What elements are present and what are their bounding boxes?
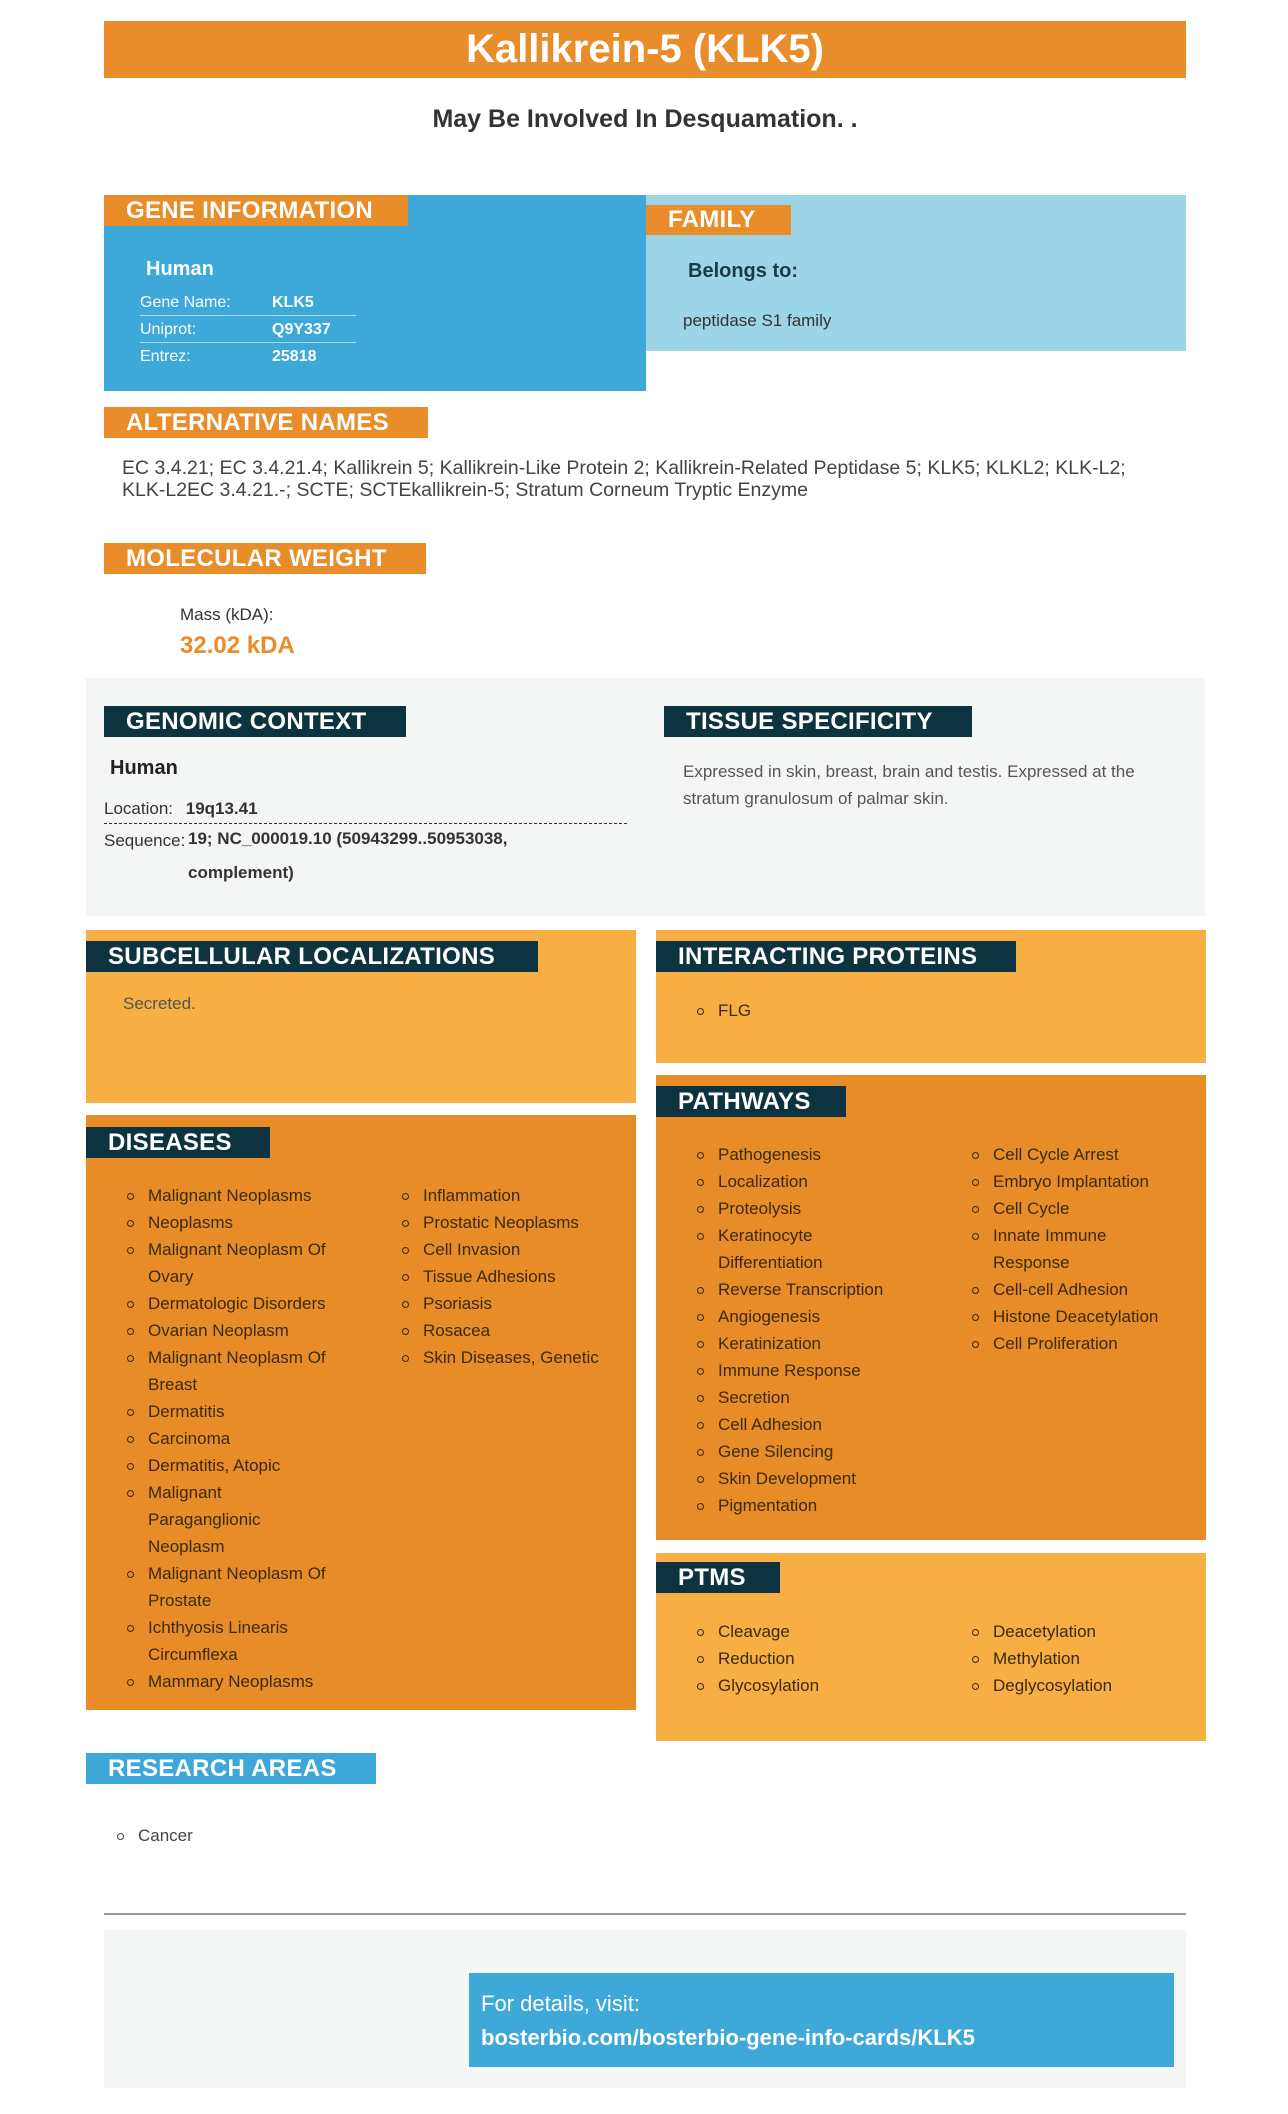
list-item: Carcinoma bbox=[124, 1425, 354, 1452]
list-item: Rosacea bbox=[399, 1317, 629, 1344]
sequence-value: 19; NC_000019.10 (50943299..50953038, complement) bbox=[188, 829, 508, 882]
interacting-proteins-list bbox=[694, 997, 994, 1024]
details-prompt: For details, visit: bbox=[481, 1991, 640, 2016]
page-title: Kallikrein-5 (KLK5) bbox=[104, 21, 1186, 78]
list-item: Cell Adhesion bbox=[694, 1411, 944, 1438]
alternative-names-heading: ALTERNATIVE NAMES bbox=[104, 407, 428, 438]
list-item: Dermatitis bbox=[124, 1398, 354, 1425]
details-link-card[interactable] bbox=[469, 1973, 1174, 2067]
list-item: Pathogenesis bbox=[694, 1141, 944, 1168]
mass-value: 32.02 kDA bbox=[180, 632, 295, 659]
list-item: Psoriasis bbox=[399, 1290, 629, 1317]
interacting-proteins-heading: INTERACTING PROTEINS bbox=[656, 941, 1016, 972]
ptms-heading: PTMS bbox=[656, 1562, 780, 1593]
list-item: Ichthyosis Linearis Circumflexa bbox=[124, 1614, 314, 1668]
location-label: Location: bbox=[104, 799, 173, 818]
list-item: Glycosylation bbox=[694, 1672, 944, 1699]
diseases-list-col1 bbox=[124, 1182, 354, 1695]
mass-label: Mass (kDA): bbox=[180, 605, 274, 624]
gene-name-row bbox=[140, 289, 356, 316]
list-item: Methylation bbox=[969, 1645, 1199, 1672]
list-item: Dermatitis, Atopic bbox=[124, 1452, 354, 1479]
location-value: 19q13.41 bbox=[185, 799, 258, 818]
genomic-location bbox=[104, 793, 627, 824]
gene-information-heading: GENE INFORMATION bbox=[104, 195, 408, 226]
list-item: Malignant Neoplasms bbox=[124, 1182, 354, 1209]
list-item: Deacetylation bbox=[969, 1618, 1199, 1645]
list-item: Angiogenesis bbox=[694, 1303, 944, 1330]
gene-species: Human bbox=[146, 258, 214, 280]
list-item: Cell Cycle bbox=[969, 1195, 1199, 1222]
list-item: Proteolysis bbox=[694, 1195, 944, 1222]
gene-info-table bbox=[140, 289, 356, 370]
sequence-label: Sequence: bbox=[104, 831, 186, 850]
diseases-heading: DISEASES bbox=[86, 1127, 270, 1158]
list-item: Tissue Adhesions bbox=[399, 1263, 629, 1290]
list-item: Embryo Implantation bbox=[969, 1168, 1199, 1195]
list-item: Innate Immune Response bbox=[969, 1222, 1119, 1276]
list-item: Cell Cycle Arrest bbox=[969, 1141, 1199, 1168]
entrez-key: Entrez: bbox=[140, 348, 191, 365]
list-item: Keratinocyte Differentiation bbox=[694, 1222, 864, 1276]
ptms-list-col1 bbox=[694, 1618, 944, 1699]
list-item: Pigmentation bbox=[694, 1492, 944, 1519]
list-item: Prostatic Neoplasms bbox=[399, 1209, 629, 1236]
diseases-list-col2 bbox=[399, 1182, 629, 1371]
molecular-weight-heading: MOLECULAR WEIGHT bbox=[104, 543, 426, 574]
subcellular-heading: SUBCELLULAR LOCALIZATIONS bbox=[86, 941, 538, 972]
list-item: Cleavage bbox=[694, 1618, 944, 1645]
list-item: Secretion bbox=[694, 1384, 944, 1411]
research-areas-list bbox=[114, 1822, 414, 1849]
alternative-names-text: EC 3.4.21; EC 3.4.21.4; Kallikrein 5; Kallikrein-Like Protein 2; Kallikrein-Related Peptidase 5; KLK5; KLKL2; KLK-L2; KLK-L2EC 3.4.21.-; SCTE; SCTEkallikrein-5; Stratum Corneum Tryptic Enzyme bbox=[122, 457, 1126, 501]
uniprot-key: Uniprot: bbox=[140, 321, 197, 338]
family-label: Belongs to: bbox=[688, 260, 798, 282]
tissue-specificity-text: Expressed in skin, breast, brain and testis. Expressed at the stratum granulosum of palmar skin. bbox=[683, 762, 1135, 808]
list-item: Keratinization bbox=[694, 1330, 944, 1357]
gene-name-key: Gene Name: bbox=[140, 294, 231, 311]
genomic-context-heading: GENOMIC CONTEXT bbox=[104, 706, 406, 737]
divider bbox=[104, 1913, 1186, 1915]
details-url[interactable]: bosterbio.com/bosterbio-gene-info-cards/KLK5 bbox=[481, 2025, 975, 2050]
list-item: Reverse Transcription bbox=[694, 1276, 944, 1303]
family-heading: FAMILY bbox=[646, 205, 791, 235]
list-item: Gene Silencing bbox=[694, 1438, 944, 1465]
list-item: Dermatologic Disorders bbox=[124, 1290, 354, 1317]
ptms-list-col2 bbox=[969, 1618, 1199, 1699]
list-item: Skin Development bbox=[694, 1465, 944, 1492]
list-item: FLG bbox=[694, 997, 994, 1024]
entrez-row bbox=[140, 343, 356, 370]
list-item: Malignant Neoplasm Of Prostate bbox=[124, 1560, 354, 1614]
list-item: Histone Deacetylation bbox=[969, 1303, 1199, 1330]
list-item: Cell Invasion bbox=[399, 1236, 629, 1263]
list-item: Cell Proliferation bbox=[969, 1330, 1199, 1357]
list-item: Deglycosylation bbox=[969, 1672, 1199, 1699]
research-areas-heading: RESEARCH AREAS bbox=[86, 1753, 376, 1784]
pathways-list-col1 bbox=[694, 1141, 944, 1519]
page-subtitle: May Be Involved In Desquamation. . bbox=[432, 105, 858, 133]
subcellular-text: Secreted. bbox=[123, 994, 196, 1013]
list-item: Skin Diseases, Genetic bbox=[399, 1344, 629, 1371]
pathways-list-col2 bbox=[969, 1141, 1199, 1357]
genomic-species: Human bbox=[110, 757, 178, 779]
family-value: peptidase S1 family bbox=[683, 311, 832, 330]
list-item: Ovarian Neoplasm bbox=[124, 1317, 354, 1344]
list-item: Mammary Neoplasms bbox=[124, 1668, 354, 1695]
list-item: Reduction bbox=[694, 1645, 944, 1672]
list-item: Neoplasms bbox=[124, 1209, 354, 1236]
gene-name-value: KLK5 bbox=[272, 294, 314, 311]
tissue-specificity-heading: TISSUE SPECIFICITY bbox=[664, 706, 972, 737]
list-item: Malignant Neoplasm Of Ovary bbox=[124, 1236, 354, 1290]
list-item: Localization bbox=[694, 1168, 944, 1195]
list-item: Cancer bbox=[114, 1822, 414, 1849]
list-item: Immune Response bbox=[694, 1357, 944, 1384]
list-item: Malignant Neoplasm Of Breast bbox=[124, 1344, 354, 1398]
uniprot-row bbox=[140, 316, 356, 343]
entrez-value: 25818 bbox=[272, 348, 317, 365]
list-item: Malignant Paraganglionic Neoplasm bbox=[124, 1479, 284, 1560]
uniprot-value: Q9Y337 bbox=[272, 321, 331, 338]
list-item: Inflammation bbox=[399, 1182, 629, 1209]
list-item: Cell-cell Adhesion bbox=[969, 1276, 1199, 1303]
pathways-heading: PATHWAYS bbox=[656, 1086, 846, 1117]
